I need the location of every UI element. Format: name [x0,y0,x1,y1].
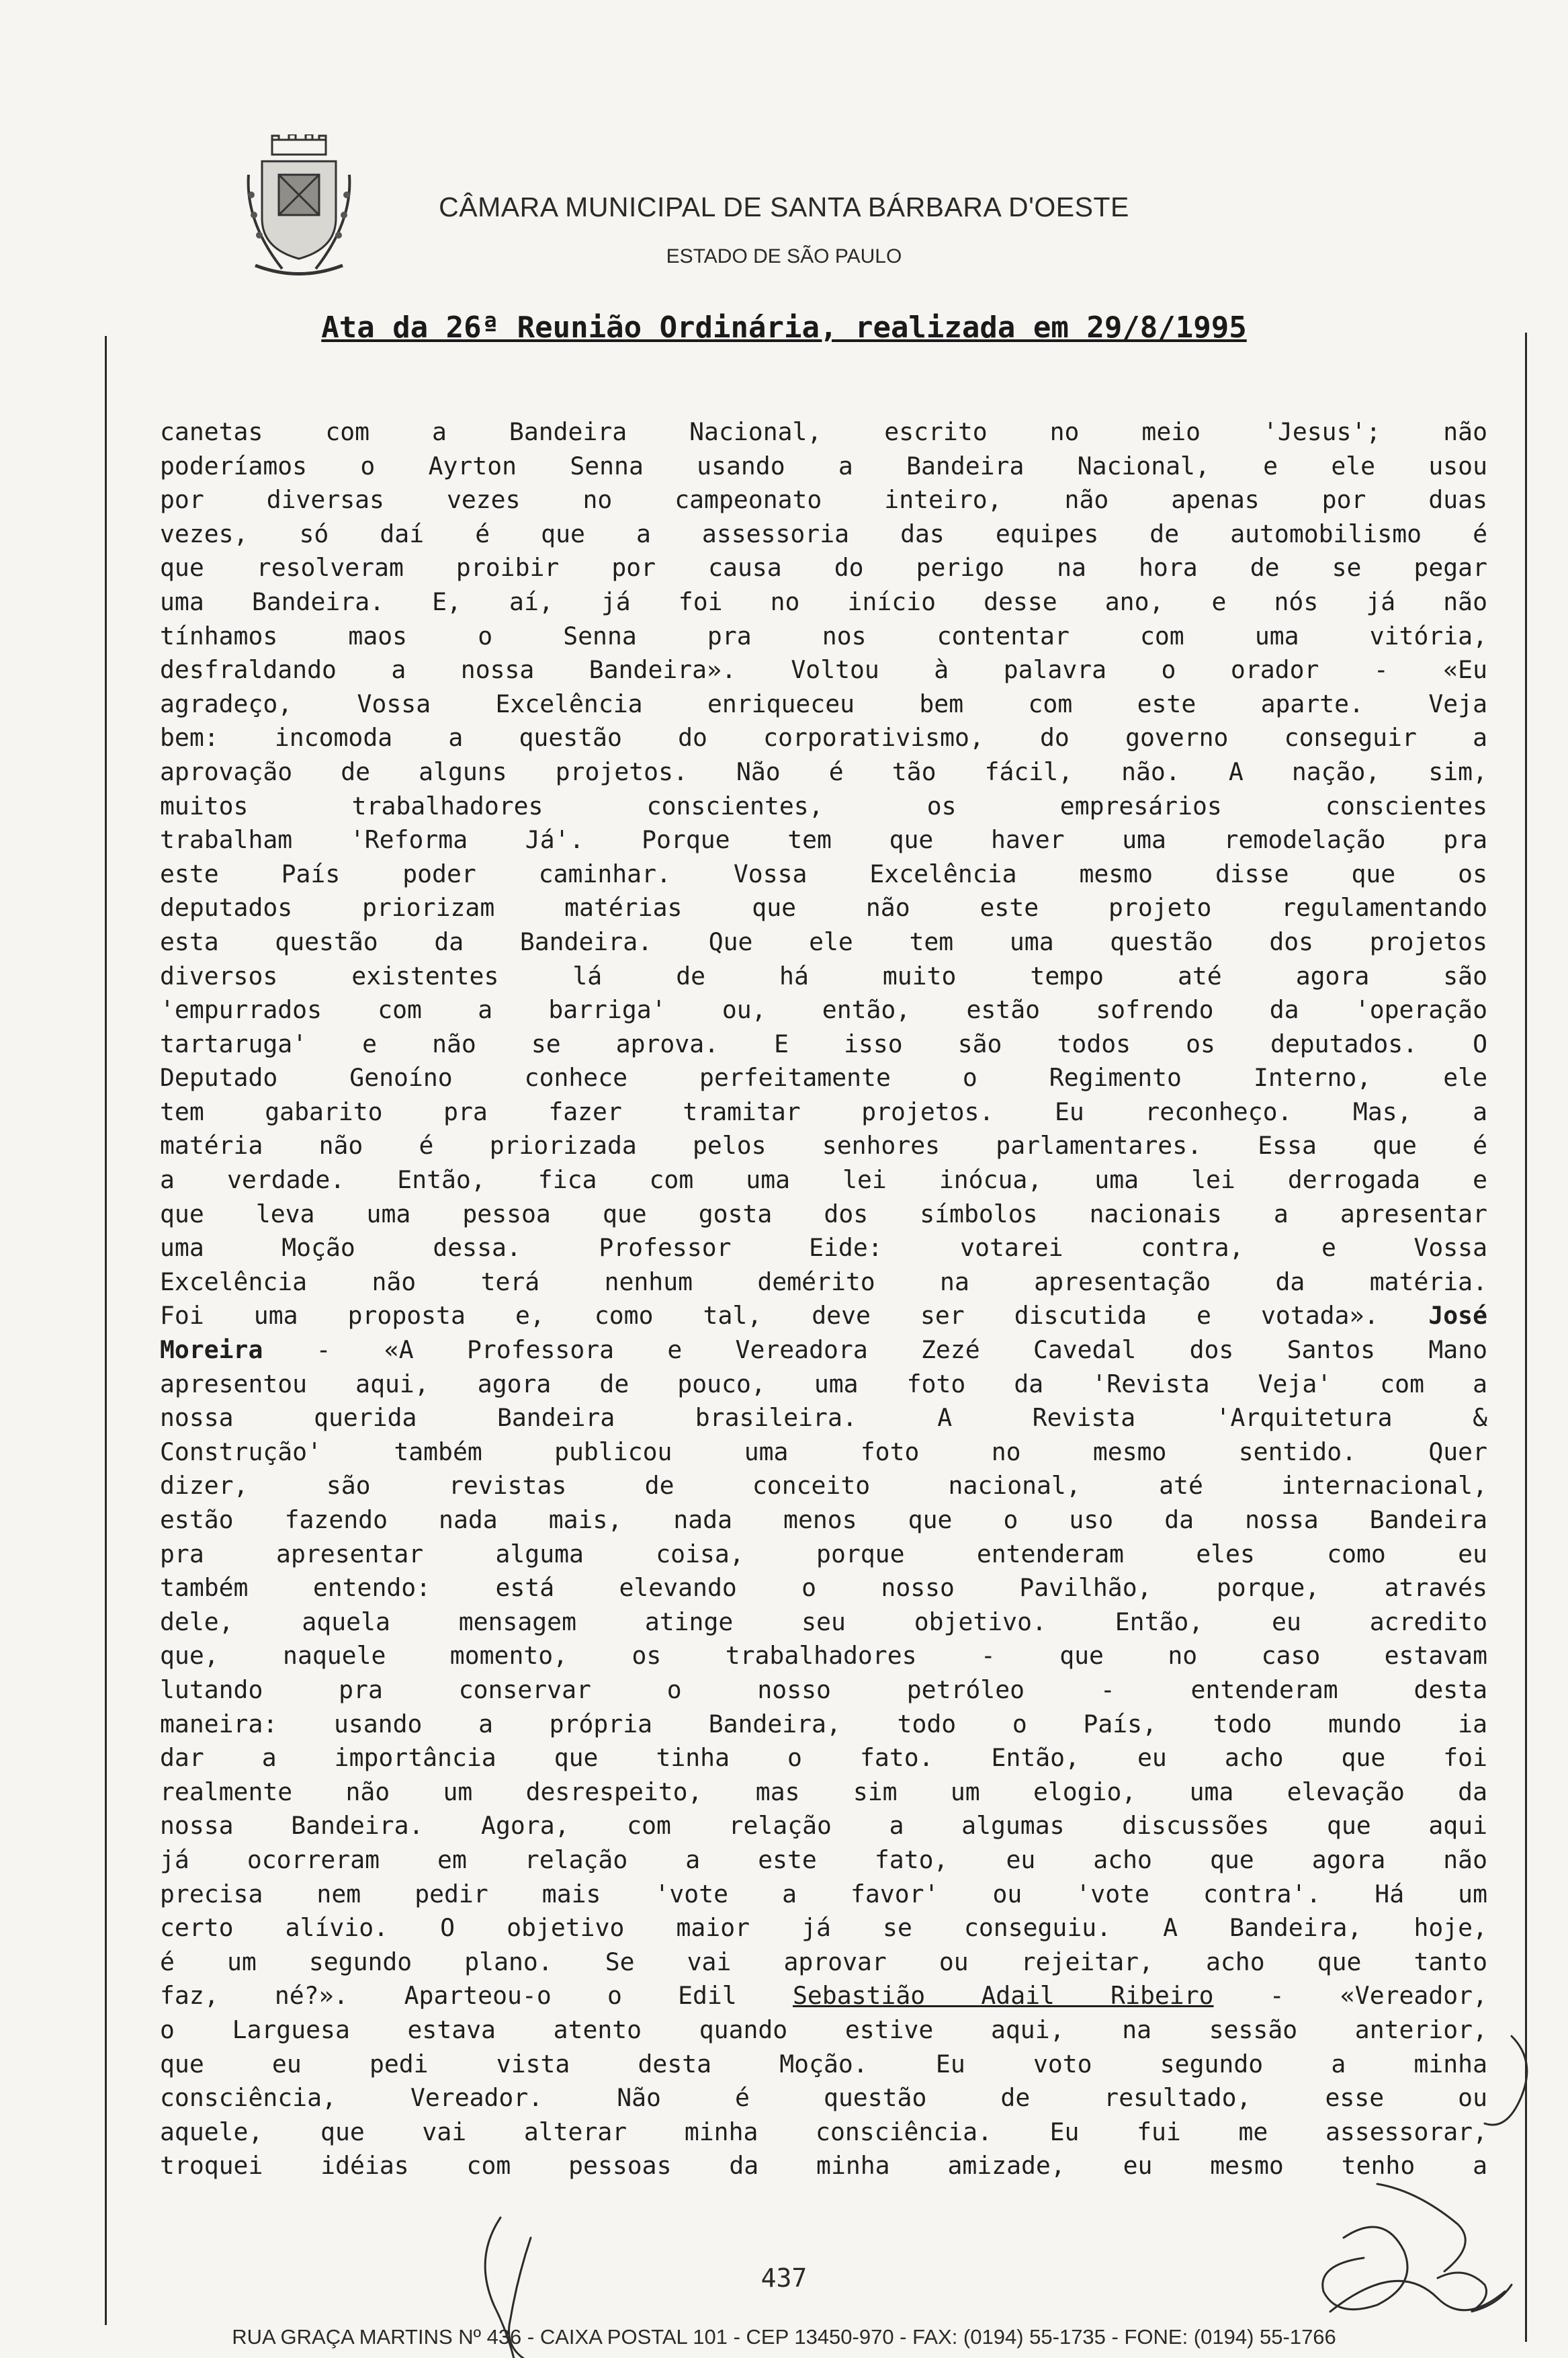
text-line [160,721,1487,755]
text-segment: diversos existentes lá de há muito tempo até agora são [160,961,1487,991]
text-line [160,755,1487,790]
text-segment: nossa Bandeira. Agora, com relação a algumas discussões que aqui [160,1811,1487,1841]
text-line [160,1843,1487,1878]
text-line [160,2149,1487,2183]
text-segment: faz, né?». Aparteou-o o Edil [160,1981,793,2011]
text-line [160,1775,1487,1810]
text-segment: Sebastião Adail Ribeiro [792,1981,1214,2011]
text-segment: dizer, são revistas de conceito nacional, até internacional, [160,1471,1487,1501]
text-segment: pra apresentar alguma coisa, porque entenderam eles como eu [160,1539,1487,1568]
text-segment: bem: incomoda a questão do corporativismo, do governo conseguir a [160,723,1487,753]
state-name: ESTADO DE SÃO PAULO [666,245,902,267]
text-line [160,2013,1487,2048]
text-segment: uma Moção dessa. Professor Eide: votarei contra, e Vossa [160,1233,1487,1263]
text-segment: também entendo: está elevando o nosso Pavilhão, porque, através [160,1573,1487,1603]
text-line [160,1435,1487,1470]
text-segment: Construção' também publicou uma foto no mesmo sentido. Quer [160,1437,1487,1466]
text-line [160,1265,1487,1300]
minutes-body-text [160,415,1487,2183]
text-segment: a verdade. Então, fica com uma lei inócua, uma lei derrogada e [160,1165,1487,1195]
text-segment: deputados priorizam matérias que não este projeto regulamentando [160,893,1487,923]
text-line [160,925,1487,960]
page-number: 437 [760,2263,808,2293]
text-segment: que resolveram proibir por causa do perigo na hora de se pegar [160,553,1487,583]
text-line [160,585,1487,620]
text-segment: esta questão da Bandeira. Que ele tem uma questão dos projetos [160,927,1487,956]
text-line [160,1299,1487,1333]
text-line [160,1333,1487,1367]
text-line [160,1673,1487,1708]
text-segment: tínhamos maos o Senna pra nos contentar com uma vitória, [160,621,1487,650]
text-line [160,1367,1487,1402]
text-segment: Deputado Genoíno conhece perfeitamente o Regimento Interno, ele [160,1063,1487,1093]
text-segment: por diversas vezes no campeonato inteiro, não apenas por duas [160,485,1487,515]
address-footer: RUA GRAÇA MARTINS Nº 436 - CAIXA POSTAL 101 - CEP 13450-970 - FAX: (0194) 55-1735 - FONE: (0194) 55-1766 [232,2325,1336,2349]
text-segment: agradeço, Vossa Excelência enriqueceu bem com este aparte. Veja [160,689,1487,718]
text-segment: precisa nem pedir mais 'vote a favor' ou 'vote contra'. Há um [160,1879,1487,1908]
text-line [160,1639,1487,1673]
text-line [160,1708,1487,1742]
text-segment: tartaruga' e não se aprova. E isso são todos os deputados. O [160,1029,1487,1058]
text-line [160,823,1487,857]
text-line [160,1809,1487,1843]
text-line [160,483,1487,517]
text-line [160,450,1487,484]
text-line [160,1741,1487,1775]
text-line [160,2048,1487,2082]
text-segment: 'empurrados com a barriga' ou, então, estão sofrendo da 'operação [160,995,1487,1025]
text-line [160,1911,1487,1945]
text-segment: Moreira [160,1335,263,1365]
ata-title: Ata da 26ª Reunião Ordinária, realizada em 29/8/1995 [321,310,1247,345]
text-line [160,1605,1487,1640]
text-segment: - «A Professora e Vereadora Zezé Cavedal dos Santos Mano [263,1335,1487,1365]
text-segment: consciência, Vereador. Não é questão de resultado, esse ou [160,2083,1487,2113]
text-segment: estão fazendo nada mais, nada menos que o uso da nossa Bandeira [160,1505,1487,1534]
text-line [160,415,1487,450]
text-segment: troquei idéias com pessoas da minha amizade, eu mesmo tenho a [160,2151,1487,2181]
text-segment: aquele, que vai alterar minha consciência. Eu fui me assessorar, [160,2117,1487,2146]
text-line [160,1571,1487,1605]
text-line [160,1231,1487,1265]
text-segment: Foi uma proposta e, como tal, deve ser discutida e votada». [160,1301,1429,1331]
text-line [160,1469,1487,1503]
text-segment: tem gabarito pra fazer tramitar projetos. Eu reconheço. Mas, a [160,1097,1487,1126]
text-segment: - «Vereador, [1213,1981,1487,2011]
chamber-name: CÂMARA MUNICIPAL DE SANTA BÁRBARA D'OESTE [439,192,1129,222]
text-segment: uma Bandeira. E, aí, já foi no início desse ano, e nós já não [160,587,1487,616]
text-segment: lutando pra conservar o nosso petróleo - entenderam desta [160,1675,1487,1704]
text-line [160,1129,1487,1163]
text-segment: maneira: usando a própria Bandeira, todo o País, todo mundo ia [160,1709,1487,1738]
text-line [160,517,1487,552]
text-line [160,857,1487,892]
text-line [160,1538,1487,1572]
text-line [160,2081,1487,2115]
text-line [160,1878,1487,1912]
text-segment: dele, aquela mensagem atinge seu objetivo. Então, eu acredito [160,1607,1487,1636]
text-line [160,1945,1487,1980]
text-segment: Excelência não terá nenhum demérito na apresentação da matéria. [160,1267,1487,1296]
text-line [160,620,1487,654]
text-line [160,687,1487,722]
text-line [160,993,1487,1027]
text-segment: matéria não é priorizada pelos senhores parlamentares. Essa que é [160,1131,1487,1161]
text-segment: é um segundo plano. Se vai aprovar ou rejeitar, acho que tanto [160,1947,1487,1976]
text-segment: que eu pedi vista desta Moção. Eu voto segundo a minha [160,2049,1487,2078]
text-line [160,1401,1487,1435]
text-segment: vezes, só daí é que a assessoria das equipes de automobilismo é [160,519,1487,548]
text-line [160,1163,1487,1197]
text-segment: trabalham 'Reforma Já'. Porque tem que haver uma remodelação pra [160,825,1487,855]
left-margin-rule [105,336,107,2325]
text-line [160,1503,1487,1538]
text-line [160,1197,1487,1232]
text-line [160,1095,1487,1130]
text-line [160,790,1487,824]
right-margin-rule [1525,333,1527,2342]
text-line [160,551,1487,585]
text-segment: poderíamos o Ayrton Senna usando a Bandeira Nacional, e ele usou [160,451,1487,480]
text-segment: apresentou aqui, agora de pouco, uma foto da 'Revista Veja' com a [160,1369,1487,1398]
text-segment: José [1428,1301,1487,1331]
text-line [160,653,1487,687]
text-line [160,2115,1487,2150]
text-line [160,891,1487,925]
text-segment: canetas com a Bandeira Nacional, escrito no meio 'Jesus'; não [160,417,1487,446]
text-line [160,1061,1487,1095]
text-segment: dar a importância que tinha o fato. Então, eu acho que foi [160,1743,1487,1773]
text-segment: nossa querida Bandeira brasileira. A Revista 'Arquitetura & [160,1403,1487,1433]
text-segment: desfraldando a nossa Bandeira». Voltou à palavra o orador - «Eu [160,655,1487,685]
text-segment: realmente não um desrespeito, mas sim um elogio, uma elevação da [160,1777,1487,1806]
text-segment: muitos trabalhadores conscientes, os empresários conscientes [160,791,1487,820]
text-segment: este País poder caminhar. Vossa Excelência mesmo disse que os [160,859,1487,888]
text-line [160,1979,1487,2013]
text-line [160,1027,1487,1062]
text-line [160,960,1487,994]
text-segment: que leva uma pessoa que gosta dos símbolos nacionais a apresentar [160,1199,1487,1228]
text-segment: já ocorreram em relação a este fato, eu acho que agora não [160,1845,1487,1874]
text-segment: que, naquele momento, os trabalhadores - que no caso estavam [160,1641,1487,1671]
text-segment: o Larguesa estava atento quando estive aqui, na sessão anterior, [160,2015,1487,2044]
text-segment: aprovação de alguns projetos. Não é tão fácil, não. A nação, sim, [160,757,1487,786]
text-segment: certo alívio. O objetivo maior já se conseguiu. A Bandeira, hoje, [160,1913,1487,1943]
